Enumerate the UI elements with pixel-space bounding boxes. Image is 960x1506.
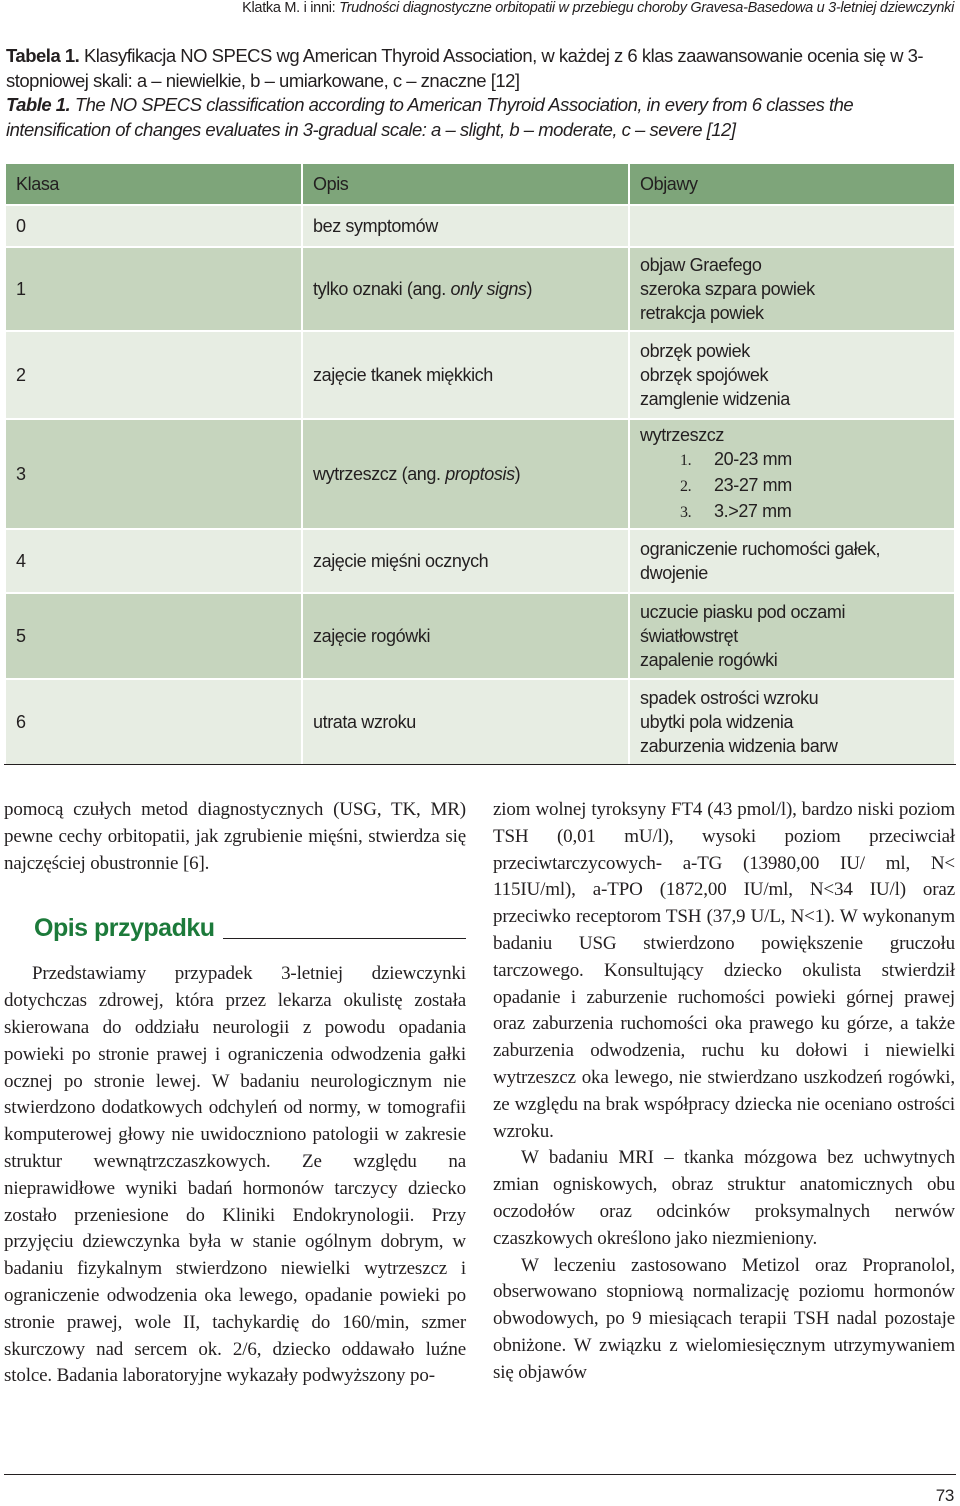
caption-pl-text: Klasyfikacja NO SPECS wg American Thyroid Association, w każdej z 6 klas zaawansowanie ocenia się w 3-stopniowej skali: a – niewielkie, b – umiarkowane, c – znaczne [12]	[6, 45, 924, 91]
symptom: szeroka szpara powiek	[640, 279, 815, 299]
symptom: zamglenie widzenia	[640, 389, 790, 409]
heading-rule	[223, 938, 466, 939]
cell-opis: zajęcie mięśni ocznych	[302, 529, 629, 593]
list-number: 1.	[680, 452, 692, 469]
list-text: 20-23 mm	[714, 449, 792, 469]
cell-objawy	[629, 679, 955, 765]
header-objawy: Objawy	[629, 163, 955, 205]
cell-klasa: 4	[5, 529, 302, 593]
page-number: 73	[935, 1486, 954, 1505]
header-opis: Opis	[302, 163, 629, 205]
caption-pl-label: Tabela 1.	[6, 45, 80, 66]
cell-objawy	[629, 529, 955, 593]
cell-objawy	[629, 205, 955, 247]
cell-klasa: 5	[5, 593, 302, 679]
list-text: 23-27 mm	[714, 475, 792, 495]
cell-opis: bez symptomów	[302, 205, 629, 247]
list-number: 2.	[680, 478, 692, 495]
opis-italic: only signs	[450, 279, 527, 299]
cell-opis	[302, 419, 629, 529]
caption-en-text: The NO SPECS classification according to American Thyroid Association, in every from 6 classes the intensification of changes evaluates in 3-gradual scale: a – slight, b – moderate, c – severe [12]	[6, 94, 854, 140]
list-number: 3.	[680, 504, 692, 521]
header-authors: Klatka M. i inni:	[242, 0, 340, 16]
symptom: objaw Graefego	[640, 255, 762, 275]
opis-text: wytrzeszcz (ang.	[313, 464, 446, 484]
cell-objawy	[629, 247, 955, 331]
table-row	[5, 247, 955, 331]
header-title: Trudności diagnostyczne orbitopatii w przebiegu choroby Gravesa-Basedowa u 3-letniej dziewczynki	[339, 0, 954, 16]
list-item	[640, 499, 944, 525]
left-intro-paragraph: pomocą czułych metod diagnostycznych (USG, TK, MR) pewne cechy orbitopatii, jak zgrubienie mięśni, stwierdza się najczęściej obustronnie [6].	[4, 799, 466, 874]
section-title: Opis przypadku	[34, 914, 215, 943]
cell-opis: zajęcie rogówki	[302, 593, 629, 679]
cell-klasa: 1	[5, 247, 302, 331]
table-header-row	[5, 163, 955, 205]
symptom: wytrzeszcz	[640, 425, 725, 445]
symptom: ubytki pola widzenia	[640, 712, 794, 732]
symptom: obrzęk powiek	[640, 341, 750, 361]
opis-end: )	[514, 464, 521, 484]
cell-klasa: 6	[5, 679, 302, 765]
cell-opis: utrata wzroku	[302, 679, 629, 765]
caption-english	[6, 93, 954, 142]
running-header	[0, 0, 954, 18]
right-paragraph-2: W badaniu MRI – tkanka mózgowa bez uchwytnych zmian ogniskowych, obraz struktur anatomicznych obu oczodołów oraz odcinków proksymalnych nerwów czaszkowych określono jako niezmieniony.	[493, 1147, 955, 1249]
list-item	[640, 447, 944, 473]
cell-klasa: 2	[5, 331, 302, 419]
no-specs-table	[4, 162, 956, 766]
symptom: retrakcja powiek	[640, 303, 764, 323]
list-text: 3.>27 mm	[714, 501, 792, 521]
cell-objawy	[629, 419, 955, 529]
opis-text: tylko oznaki (ang.	[313, 279, 451, 299]
header-klasa: Klasa	[5, 163, 302, 205]
table-row	[5, 529, 955, 593]
cell-opis: zajęcie tkanek miękkich	[302, 331, 629, 419]
right-paragraph-3: W leczeniu zastosowano Metizol oraz Propranolol, obserwowano stopniową normalizację poziomu hormonów obwodowych, po 9 miesiącach terapii TSH nadal pozostaje obniżone. W związku z wielomiesięcznym utrzymywaniem się objawów	[493, 1254, 955, 1383]
cell-klasa: 3	[5, 419, 302, 529]
case-paragraph: Przedstawiamy przypadek 3-letniej dziewczynki dotychczas zdrowej, która przez lekarza okulistę została skierowana do oddziału neurologii z powodu opadania powieki po stronie prawej i ograniczenia odwodzenia gałki ocznej po stronie lewej. W badaniu neurologicznym nie stwierdzono dodatkowych odchyleń od normy, w tomografii komputerowej głowy nie uwidoczniono patologii w zakresie struktur wewnątrzczaszkowych. Ze względu na nieprawidłowe wyniki badań hormonów tarczycy dziecko zostało przeniesione do Kliniki Endokrynologii. Przy przyjęciu dziewczynka była w stanie ogólnym dobrym, w badaniu fizykalnym stwierdzono niewielki wytrzeszcz i ograniczenie odwodzenia oka lewego, opadanie powieki po stronie prawej, wole II, tachykardię do 160/min, szmer skurczowy nad sercem ok. 2/6, dziecko oddawało luźne stolce. Badania laboratoryjne wykazały podwyższony po-	[4, 963, 466, 1387]
opis-end: )	[526, 279, 533, 299]
right-paragraph-1: ziom wolnej tyroksyny FT4 (43 pmol/l), bardzo niski poziom TSH (0,01 mU/l), wysoki poziom przeciwciał przeciwtarczycowych- a-TG (13980,00 IU/ ml, N< 115IU/ml), a-TPO (1872,00 IU/ml, N<34 IU/l) oraz przeciwko receptorom TSH (37,9 U/L, N<1). W wykonanym badaniu USG stwierdzono powiększenie gruczołu tarczowego. Konsultujący dziecko okulista stwierdził opadanie i zaburzenie ruchomości powieki górnej prawej oraz zaburzenia ruchomości oka prawego ku górze, a także zaburzenia odwodzenia, ruchu ku dołowi i niewielki wytrzeszcz oka lewego, nie stwierdzano uszkodzeń rogówki, ze względu na brak współpracy dziecka nie oceniano ostrości wzroku.	[493, 799, 955, 1142]
opis-italic: proptosis	[445, 464, 515, 484]
symptom: zaburzenia widzenia barw	[640, 736, 838, 756]
cell-objawy	[629, 593, 955, 679]
table-row	[5, 679, 955, 765]
cell-objawy	[629, 331, 955, 419]
symptom: dwojenie	[640, 563, 708, 583]
caption-en-label: Table 1.	[6, 94, 71, 115]
cell-klasa: 0	[5, 205, 302, 247]
table-row	[5, 419, 955, 529]
symptom: uczucie piasku pod oczami	[640, 602, 846, 622]
table-caption	[6, 44, 954, 142]
symptom: spadek ostrości wzroku	[640, 688, 819, 708]
caption-polish	[6, 44, 954, 93]
symptom: światłowstręt	[640, 626, 738, 646]
symptom: obrzęk spojówek	[640, 365, 769, 385]
table-bottom-rule	[4, 764, 956, 765]
section-heading	[34, 913, 466, 943]
symptom: ograniczenie ruchomości gałek,	[640, 539, 881, 559]
cell-opis	[302, 247, 629, 331]
table-row	[5, 331, 955, 419]
table-row	[5, 593, 955, 679]
right-column	[493, 797, 955, 1387]
footer-rule	[4, 1474, 956, 1475]
left-column	[4, 797, 466, 1390]
symptom: zapalenie rogówki	[640, 650, 778, 670]
list-item	[640, 473, 944, 499]
table-row	[5, 205, 955, 247]
